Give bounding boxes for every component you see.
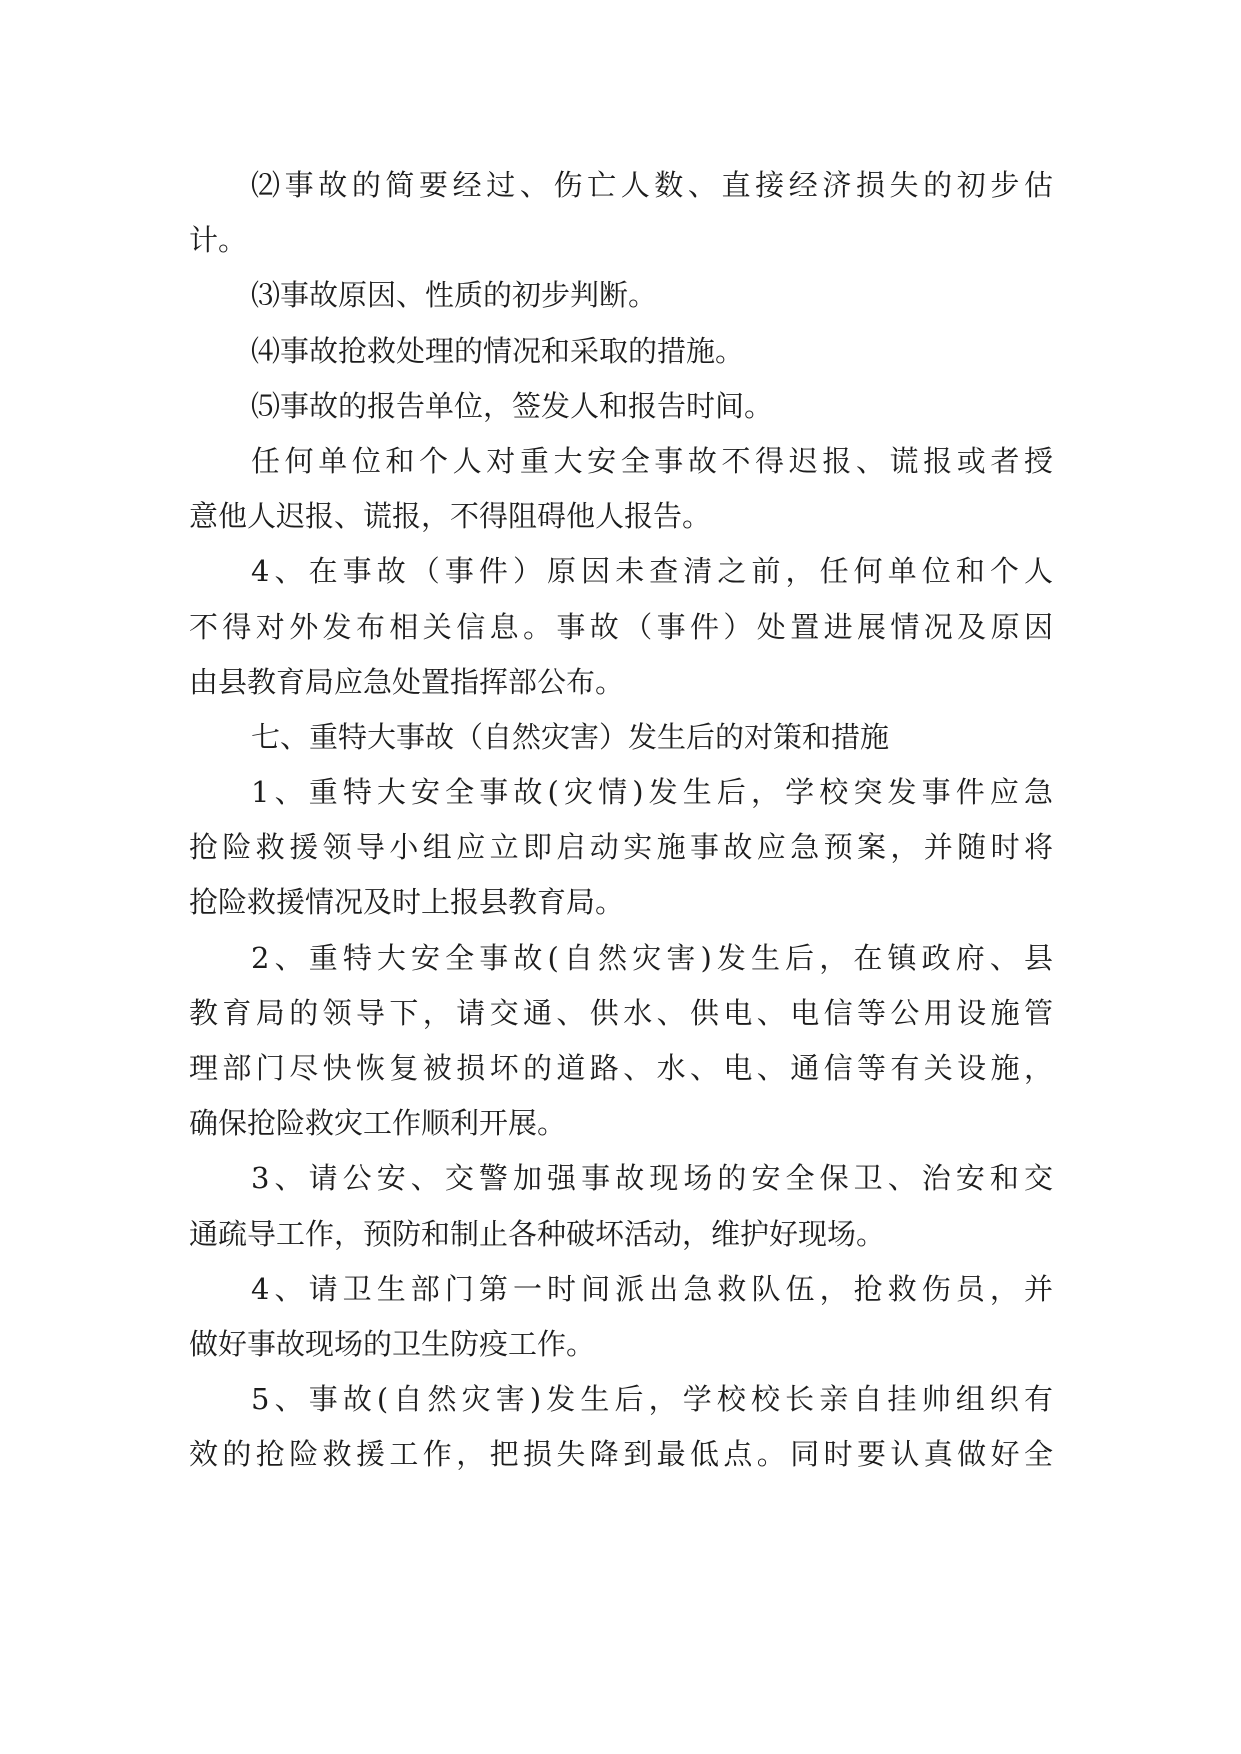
text-line: 4、请卫生部门第一时间派出急救队伍，抢救伤员，并	[251, 1271, 1053, 1306]
text-line: 教育局的领导下，请交通、供水、供电、电信等公用设施管	[189, 995, 1053, 1030]
text-line: ⑶事故原因、性质的初步判断。	[251, 278, 658, 313]
text-line: 4、在事故（事件）原因未查清之前，任何单位和个人	[251, 554, 1053, 589]
text-line: 抢险救援情况及时上报县教育局。	[189, 885, 625, 920]
text-line: 1、重特大安全事故(灾情)发生后，学校突发事件应急	[251, 775, 1053, 810]
text-line: 计。	[189, 223, 248, 258]
text-line: 通疏导工作，预防和制止各种破坏活动，维护好现场。	[189, 1216, 886, 1251]
text-line: 效的抢险救援工作，把损失降到最低点。同时要认真做好全	[189, 1437, 1053, 1472]
text-line: 不得对外发布相关信息。事故（事件）处置进展情况及原因	[189, 609, 1053, 644]
section-heading: 七、重特大事故（自然灾害）发生后的对策和措施	[251, 719, 890, 754]
text-line: 由县教育局应急处置指挥部公布。	[189, 664, 625, 699]
text-line: 任何单位和个人对重大安全事故不得迟报、谎报或者授	[251, 443, 1053, 478]
text-line: ⑵事故的简要经过、伤亡人数、直接经济损失的初步估	[251, 168, 1053, 202]
text-line: ⑸事故的报告单位，签发人和报告时间。	[251, 388, 774, 423]
text-line: 抢险救援领导小组应立即启动实施事故应急预案，并随时将	[189, 830, 1053, 865]
document-body	[189, 158, 1053, 1483]
text-line: 3、请公安、交警加强事故现场的安全保卫、治安和交	[251, 1161, 1053, 1196]
text-line: 意他人迟报、谎报，不得阻碍他人报告。	[189, 499, 712, 534]
text-line: ⑷事故抢救处理的情况和采取的措施。	[251, 333, 745, 368]
text-line: 做好事故现场的卫生防疫工作。	[189, 1326, 596, 1361]
text-line: 5、事故(自然灾害)发生后，学校校长亲自挂帅组织有	[251, 1382, 1053, 1417]
text-line: 2、重特大安全事故(自然灾害)发生后，在镇政府、县	[251, 940, 1053, 975]
text-line: 确保抢险救灾工作顺利开展。	[189, 1106, 567, 1141]
text-line: 理部门尽快恢复被损坏的道路、水、电、通信等有关设施，	[189, 1051, 1053, 1085]
